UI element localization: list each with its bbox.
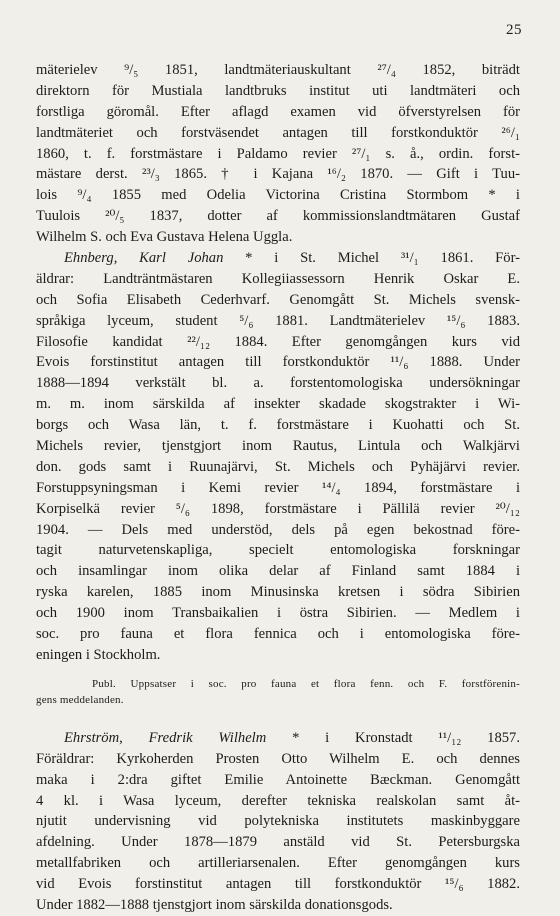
text-line: eningen i Stockholm. [36, 646, 161, 663]
page-number: 25 [506, 22, 522, 38]
text-line: borgs och Wasa län, t. f. forstmästare i Kuohatti och St. [36, 417, 520, 434]
text-line: ryska karelen, 1885 inom Minusinska kretsen i södra Sibirien [36, 584, 520, 601]
text-line: språkiga lyceum, student ⁵/₆ 1881. Landtmäterielev ¹⁵/₆ 1883. [36, 312, 520, 329]
text-line: mästare derst. ²³/₃ 1865. † i Kajana ¹⁶/₂ 1870. — Gift i Tuu- [36, 166, 520, 183]
text-line: maka i 2:dra giftet Emilie Antoinette Bæckman. Genomgått [36, 771, 520, 788]
text-line: Föräldrar: Kyrkoherden Prosten Otto Wilhelm E. och dennes [36, 750, 520, 767]
text-line: 1904. — Dels med understöd, dels på egen bekostnad före- [36, 521, 520, 538]
text-line: lois ⁹/₄ 1855 med Odelia Victorina Cristina Stormbom * i [36, 187, 520, 204]
text-line: tagit naturvetenskapliga, specielt entomologiska forskningar [36, 542, 520, 559]
text-line: äldrar: Landträntmästaren Kollegiiassessorn Henrik Oskar E. [36, 270, 520, 287]
text-line: m. m. inom särskilda af insekter skadade skogstrakter i Wi- [36, 396, 520, 413]
text-line: och insamlingar inom olika delar af Finland samt 1884 i [36, 563, 520, 580]
entry-continuation [36, 60, 520, 248]
text-line: vid Evois forstinstitut antagen till forstkonduktör ¹⁵/₆ 1882. [36, 876, 520, 893]
text-block [36, 60, 520, 916]
text-line: och 1900 inom Transbaikalien i östra Sibirien. — Medlem i [36, 605, 520, 622]
text-line: Under 1882—1888 tjenstgjort inom särskilda donationsgods. [36, 896, 393, 913]
text-line: Filosofie kandidat ²²/₁₂ 1884. Efter genomgången kurs vid [36, 333, 520, 350]
text-line: soc. pro fauna et flora fennica och i entomologiska före- [36, 626, 520, 643]
text-line: Wilhelm S. och Eva Gustava Helena Uggla. [36, 229, 293, 246]
text-line: Evois forstinstitut antagen till forstkonduktör ¹¹/₆ 1888. Under [36, 354, 520, 371]
text-line: njutit undervisning vid polytekniska institutets maskinbyggare [36, 813, 520, 830]
publications-note: gens meddelanden. [36, 693, 124, 706]
text-line: 1860, t. f. forstmästare i Paldamo revier ²⁷/₁ s. å., ordin. forst- [36, 145, 520, 162]
text-line: metallfabriken och artilleriarsenalen. Efter genomgången kurs [36, 855, 520, 872]
text-line: mäterielev ⁹/₅ 1851, landtmäteriauskultant ²⁷/₄ 1852, biträdt [36, 62, 520, 78]
entry-heading-line [36, 728, 520, 749]
entry-heading-rest: * i Kronstadt ¹¹/₁₂ 1857. [266, 729, 520, 746]
text-line: Tuulois ²⁰/₅ 1837, dotter af kommissionslandtmätaren Gustaf [36, 208, 520, 225]
entry-name: Ehrström, Fredrik Wilhelm [64, 729, 267, 746]
entry-ehnberg [36, 248, 520, 708]
entry-name: Ehnberg, Karl Johan [64, 250, 224, 267]
text-line: forstliga göromål. Efter aflagd examen vid öfverstyrelsen för [36, 103, 520, 120]
entry-ehrstrom [36, 728, 520, 916]
entry-heading-rest: * i St. Michel ³¹/₁ 1861. För- [223, 250, 520, 267]
entry-heading-line [36, 248, 520, 269]
text-line: don. gods samt i Ruunajärvi, St. Michels och Pyhäjärvi revier. [36, 458, 520, 475]
publications-note: Publ. Uppsatser i soc. pro fauna et flora fenn. och F. forstförenin- [92, 677, 520, 690]
text-line: Michels revier, tjenstgjort inom Rautus, Lintula och Walkjärvi [36, 438, 520, 455]
text-line: 4 kl. i Wasa lyceum, derefter tekniska realskolan samt åt- [36, 792, 520, 809]
text-line: Korpiselkä revier ⁵/₆ 1898, forstmästare i Pällilä revier ²⁰/₁₂ [36, 500, 520, 517]
text-line: och Sofia Elisabeth Cederhvarf. Genomgått St. Michels svensk- [36, 291, 520, 308]
text-line: 1888—1894 verkstält bl. a. forstentomologiska undersökningar [36, 375, 520, 392]
text-line: landtmäteriet och forstväsendet antagen till forstkonduktör ²⁶/₁ [36, 124, 520, 141]
text-line: direktorn för Mustiala landtbruks institut uti landtmäteri och [36, 82, 520, 99]
text-line: afdelning. Under 1878—1879 anstäld vid St. Petersburgska [36, 834, 520, 851]
text-line: Forstuppsyningsman i Kemi revier ¹⁴/₄ 1894, forstmästare i [36, 479, 520, 496]
